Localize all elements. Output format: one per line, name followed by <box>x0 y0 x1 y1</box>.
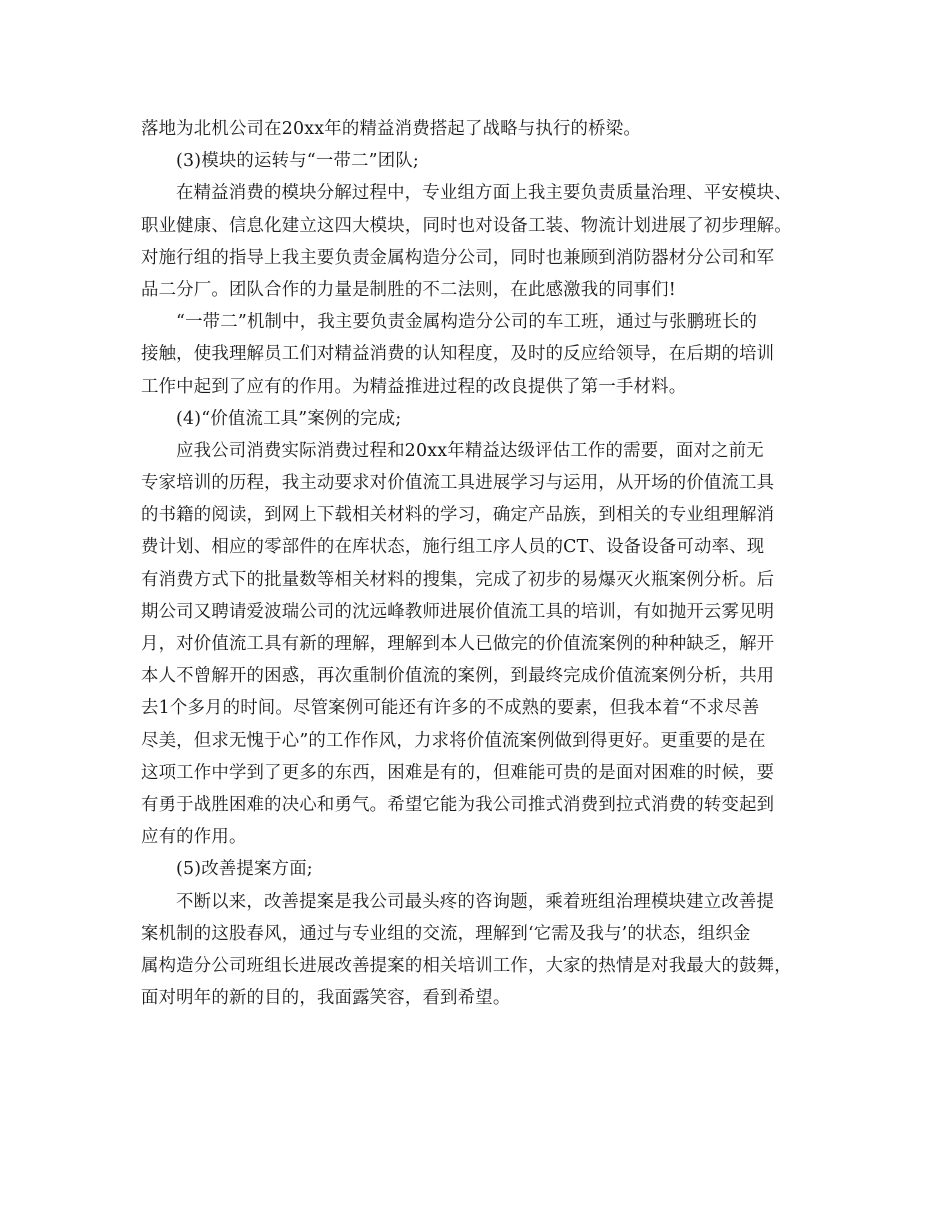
section-heading: (4)“价值流工具”案例的完成; <box>176 408 402 429</box>
paragraph-line: 这项工作中学到了更多的东西，困难是有的，但难能可贵的是面对困难的时候，要 <box>141 762 775 783</box>
paragraph-line: 本人不曾解开的困惑，再次重制价值流的案例，到最终完成价值流案例分析，共用 <box>141 666 775 687</box>
paragraph-line: 有勇于战胜困难的决心和勇气。希望它能为我公司推式消费到拉式消费的转变起到 <box>141 794 775 815</box>
paragraph-line: 工作中起到了应有的作用。为精益推进过程的改良提供了第一手材料。 <box>141 376 687 397</box>
paragraph-line: 职业健康、信息化建立这四大模块，同时也对设备工装、物流计划进展了初步理解。 <box>141 215 792 236</box>
document-body <box>141 113 821 1014</box>
paragraph-line: 尽美，但求无愧于心”的工作作风，力求将价值流案例做到得更好。更重要的是在 <box>141 730 766 751</box>
paragraph-line: 接触，使我理解员工们对精益消费的认知程度，及时的反应给领导，在后期的培训 <box>141 344 775 365</box>
paragraph-line: 属构造分公司班组长进展改善提案的相关培训工作，大家的热情是对我最大的鼓舞， <box>141 955 792 976</box>
paragraph-line: 的书籍的阅读，到网上下载相关材料的学习，确定产品族，到相关的专业组理解消 <box>141 505 775 526</box>
section-heading: (3)模块的运转与“一带二”团队; <box>176 151 419 172</box>
paragraph-line: 专家培训的历程，我主动要求对价值流工具进展学习与运用，从开场的价值流工具 <box>141 473 775 494</box>
paragraph-line: 对施行组的指导上我主要负责金属构造分公司，同时也兼顾到消防器材分公司和军 <box>141 247 775 268</box>
paragraph-line: 案机制的这股春风，通过与专业组的交流，理解到‘它需及我与’的状态，组织金 <box>141 923 751 944</box>
paragraph-line: 落地为北机公司在20xx年的精益消费搭起了战略与执行的桥梁。 <box>141 119 641 139</box>
paragraph-line: 应有的作用。 <box>141 827 247 848</box>
paragraph-line: 期公司又聘请爱波瑞公司的沈远峰教师进展价值流工具的培训，有如抛开云雾见明 <box>141 601 775 622</box>
paragraph-line: 不断以来，改善提案是我公司最头疼的咨询题，乘着班组治理模块建立改善提 <box>176 891 775 912</box>
paragraph-line: 去1个多月的时间。尽管案例可能还有许多的不成熟的要素，但我本着“不求尽善 <box>141 698 760 719</box>
paragraph-line: 面对明年的新的目的，我面露笑容，看到希望。 <box>141 988 511 1009</box>
paragraph-line: “一带二”机制中，我主要负责金属构造分公司的车工班，通过与张鹏班长的 <box>176 312 758 333</box>
paragraph-line: 在精益消费的模块分解过程中，专业组方面上我主要负责质量治理、平安模块、 <box>176 183 792 204</box>
paragraph-line: 费计划、相应的零部件的在库状态，施行组工序人员的CT、设备设备可动率、现 <box>141 537 765 558</box>
paragraph-line: 应我公司消费实际消费过程和20xx年精益达级评估工作的需要，面对之前无 <box>176 440 764 461</box>
section-heading: (5)改善提案方面; <box>176 859 313 880</box>
paragraph-line: 月，对价值流工具有新的理解，理解到本人已做完的价值流案例的种种缺乏，解开 <box>141 634 775 654</box>
paragraph-line: 有消费方式下的批量数等相关材料的搜集，完成了初步的易爆灭火瓶案例分析。后 <box>141 569 775 590</box>
paragraph-line: 品二分厂。团队合作的力量是制胜的不二法则，在此感激我的同事们! <box>141 279 676 300</box>
